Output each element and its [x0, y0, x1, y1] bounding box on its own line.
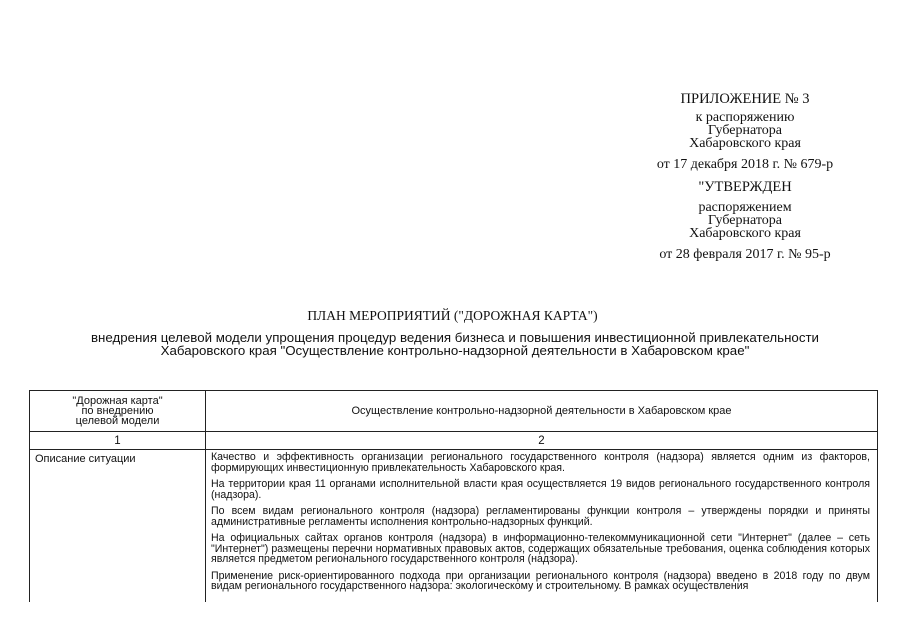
appendix-line-1: к распоряжению: [695, 110, 795, 125]
description-paragraph: На территории края 11 органами исполнительной власти края осуществляется 19 видов регионального государственного контроля (надзора).: [211, 478, 870, 501]
appendix-line-2: Губернатора: [707, 123, 783, 138]
appendix-date: от 17 декабря 2018 г. № 679-р: [656, 157, 834, 172]
approved-line-1: распоряжением: [698, 200, 792, 215]
header-cell-topic: Осуществление контрольно-надзорной деятельности в Хабаровском крае: [206, 391, 878, 432]
description-paragraph: Качество и эффективность организации регионального государственного контроля (надзора) является одним из факторов, формирующих инвестиционную привлекательность Хабаровского края.: [211, 451, 870, 474]
approved-date: от 28 февраля 2017 г. № 95-р: [659, 247, 831, 262]
description-paragraph: По всем видам регионального контроля (надзора) регламентированы функции контроля – утверждены порядки и приняты административные регламенты исполнения контрольно-надзорных функций.: [211, 505, 870, 528]
approved-line-2: Губернатора: [707, 213, 783, 228]
table-row: [30, 450, 878, 603]
approved-title: "УТВЕРЖДЕН: [698, 179, 792, 195]
approved-block: [640, 180, 850, 262]
situation-description: [206, 450, 878, 603]
column-number-1: 1: [30, 432, 206, 450]
plan-subtitle-line-1: внедрения целевой модели упрощения процедур ведения бизнеса и повышения инвестиционной привлекательности: [90, 330, 819, 345]
table-header-row: [30, 391, 878, 432]
description-paragraph: На официальных сайтах органов контроля (надзора) в информационно-телекоммуникационной сети "Интернет" (далее – сеть "Интернет") размещены перечни нормативных правовых актов, содержащих обязательные требования, оценка соблюдения которых является предметом регионального государственного контроля (надзора).: [211, 532, 870, 565]
column-number-2: 2: [206, 432, 878, 450]
header-col1-line-1: "Дорожная карта": [72, 395, 163, 407]
header-cell-roadmap: [30, 391, 206, 432]
plan-subtitle-line-2: Хабаровского края "Осуществление контрольно-надзорной деятельности в Хабаровском крае": [160, 343, 750, 358]
header-col1-line-3: целевой модели: [75, 415, 160, 427]
appendix-block: [640, 92, 850, 172]
approved-line-3: Хабаровского края: [689, 226, 801, 241]
roadmap-table: [29, 390, 878, 602]
appendix-line-3: Хабаровского края: [689, 136, 801, 151]
situation-label: Описание ситуации: [30, 450, 206, 603]
description-paragraph: Применение риск-ориентированного подхода при организации регионального контроля (надзора) введено в 2018 году по двум видам регионального государственного надзора: экологическому и строительному. В рамках осуществления: [211, 569, 870, 592]
appendix-title: ПРИЛОЖЕНИЕ № 3: [680, 91, 810, 107]
table-number-row: [30, 432, 878, 450]
plan-title: ПЛАН МЕРОПРИЯТИЙ ("ДОРОЖНАЯ КАРТА"): [307, 308, 598, 323]
header-col1-line-2: по внедрению: [81, 405, 154, 417]
